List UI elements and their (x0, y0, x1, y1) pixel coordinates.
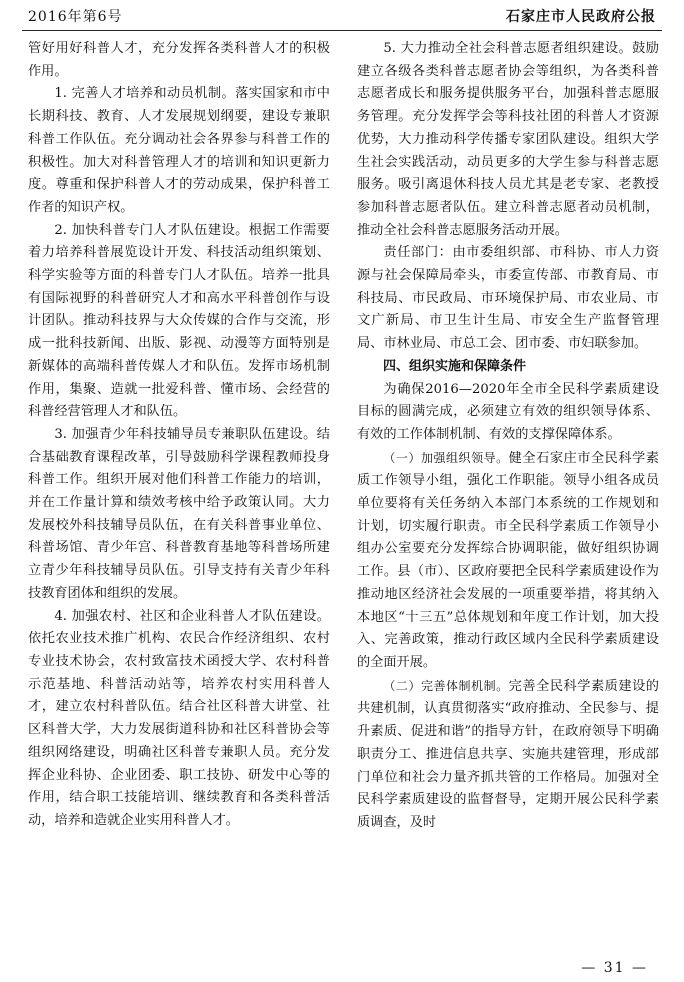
page-number: — 31 — (581, 960, 648, 976)
left-column (28, 38, 330, 833)
section-intro: 为确保2016—2020年全市全民科学素质建设目标的圆满完成，必须建立有效的组织领导体系、有效的工作体制机制、有效的支撑保障体系。 (357, 381, 659, 442)
paragraph-item-1: 1. 完善人才培养和动员机制。落实国家和市中长期科技、教育、人才发展规划纲要，建设专兼职科普工作队伍。充分调动社会各界参与科普工作的积极性。加大对科普管理人才的培训和知识更新力度。尊重和保护科普人才的劳动成果，保护科普工作者的知识产权。 (28, 86, 330, 215)
paragraph-item-3: 3. 加强青少年科技辅导员专兼职队伍建设。结合基础教育课程改革，引导鼓励科学课程教师投身科普工作。组织开展对他们科普工作能力的培训，并在工作量计算和绩效考核中给予政策认同。大力发展校外科技辅导员队伍，在有关科普事业单位、科普场馆、青少年宫、科普教育基地等科普场所建立青少年科技辅导员队伍。引导支持有关青少年科技教育团体和组织的发展。 (28, 426, 330, 601)
issue-label: 2016年第6号 (28, 9, 123, 25)
responsible-departments: 责任部门：由市委组织部、市科协、市人力资源与社会保障局牵头，市委宣传部、市教育局、市科技局、市民政局、市环境保护局、市农业局、市文广新局、市卫生计生局、市安全生产监督管理局、市林业局、市总工会、团市委、市妇联参加。 (357, 245, 659, 352)
section-heading: 四、组织实施和保障条件 (383, 358, 527, 374)
right-column (357, 38, 659, 835)
page-header (0, 0, 684, 30)
paragraph-continuation: 管好用好科普人才，充分发挥各类科普人才的积极作用。 (28, 41, 330, 79)
paragraph-item-4: 4. 加强农村、社区和企业科普人才队伍建设。依托农业技术推广机构、农民合作经济组织、农村专业技术协会，农村致富技术函授大学、农村科普示范基地、科普活动站等，培养农村实用科普人才，建立农村科普队伍。结合社区科普大讲堂、社区科普大学，大力发展街道科协和社区科普协会等组织网络建设，明确社区科普专兼职人员。充分发挥企业科协、企业团委、职工技协、研发中心等的作用，结合职工技能培训、继续教育和各类科普活动，培养和造就企业实用科普人才。 (28, 608, 330, 828)
paragraph-item-5: 5. 大力推动全社会科普志愿者组织建设。鼓励建立各级各类科普志愿者协会等组织，为各类科普志愿者成长和服务提供服务平台，加强科普志愿服务管理。充分发挥学会等科技社团的科普人才资源优势，大力推动科学传播专家团队建设。组织大学生社会实践活动，动员更多的大学生参与科普志愿服务。吸引离退休科技人员尤其是老专家、老教授参加科普志愿者队伍。建立科普志愿者动员机制，推动全社会科普志愿服务活动开展。 (357, 41, 659, 238)
subsection-2-body: 完善全民科学素质建设的共建机制，认真贯彻落实“政府推动、全民参与、提升素质、促进和谐”的指导方针，在政府领导下明确职责分工、推进信息共享、实施共建管理，形成部门单位和社会力量齐抓共管的工作格局。加强对全民科学素质建设的监督督导，定期开展公民科学素质调查，及时 (357, 678, 659, 830)
header-rule (22, 30, 662, 31)
subsection-1 (357, 447, 659, 675)
paragraph-item-2: 2. 加快科普专门人才队伍建设。根据工作需要着力培养科普展览设计开发、科技活动组织策划、科学实验等方面的科普专门人才队伍。培养一批具有国际视野的科普研究人才和高水平科普创作与设计团队。推动科技界与大众传媒的合作与交流，形成一批科技新闻、出版、影视、动漫等方面特别是新媒体的高端科普传媒人才和队伍。发挥市场机制作用，集聚、造就一批爱科普、懂市场、会经营的科普经营管理人才和队伍。 (28, 222, 330, 420)
subsection-2 (357, 675, 659, 835)
subsection-2-title: （二）完善体制机制。 (383, 678, 509, 693)
subsection-1-body: 健全石家庄市全民科学素质工作领导小组，强化工作职能。领导小组各成员单位要将有关任务纳入本部门本系统的工作规划和计划，切实履行职责。市全民科学素质工作领导小组办公室要充分发挥综合协调职能，做好组织协调工作。县（市）、区政府要把全民科学素质建设作为推动地区经济社会发展的一项重要举措，将其纳入本地区“十三五”总体规划和年度工作计划，加大投入、完善政策，推动行政区域内全民科学素质建设的全面开展。 (357, 450, 659, 670)
subsection-1-title: （一）加强组织领导。 (383, 450, 509, 465)
journal-title: 石家庄市人民政府公报 (506, 9, 656, 25)
